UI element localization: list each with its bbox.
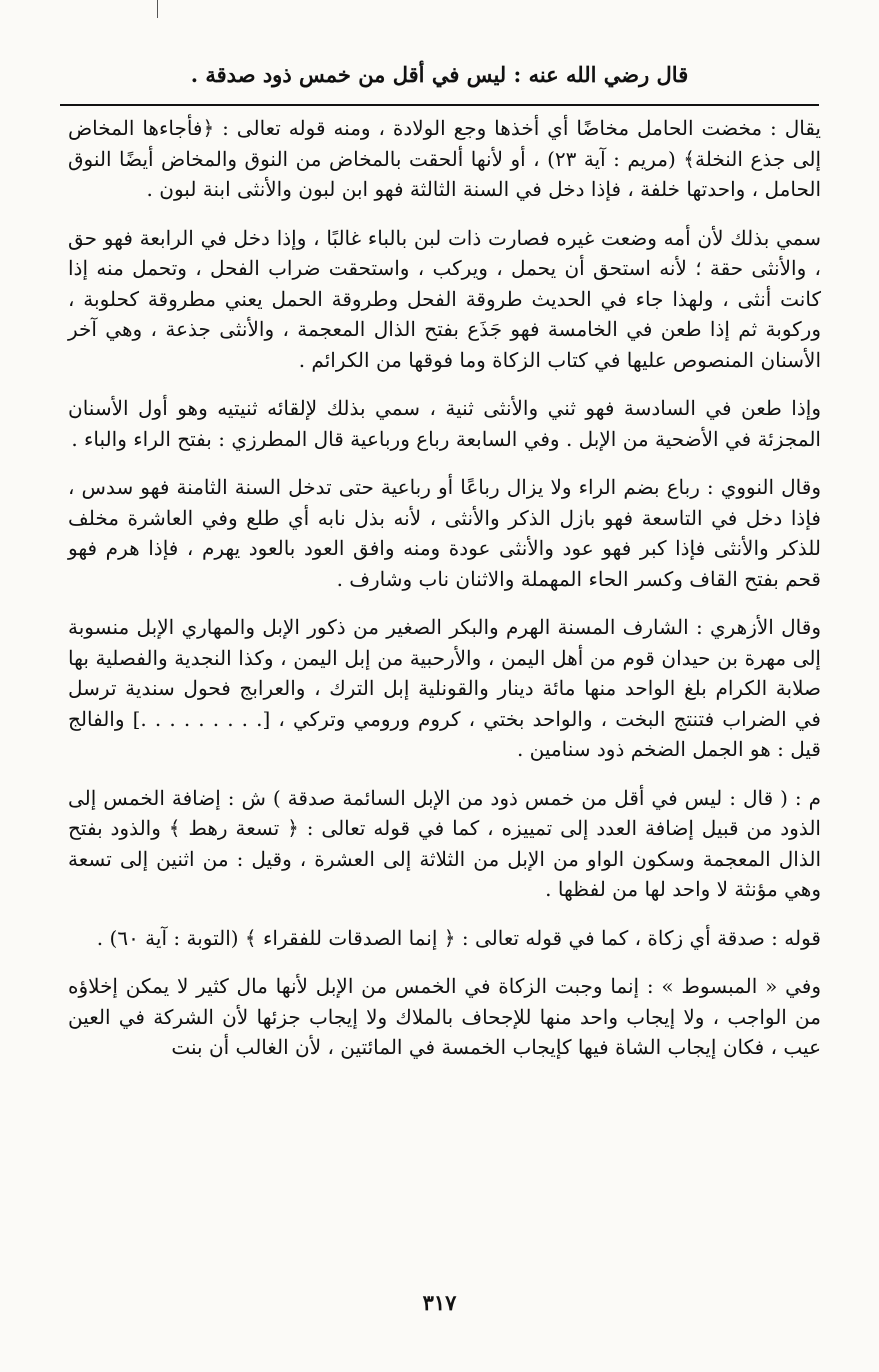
paragraph: يقال : مخضت الحامل مخاضًا أي أخذها وجع الولادة ، ومنه قوله تعالى : ﴿فأجاءها المخاض إلى جذع النخلة﴾ (مريم : آية ٢٣) ، أو لأنها ألحقت بالمخاض من النوق والمخاض أيضًا النوق الحامل ، واحدتها خلفة ، فإذا دخل في السنة الثالثة فهو ابن لبون والأنثى ابنة لبون .: [68, 116, 821, 201]
paragraph: قوله : صدقة أي زكاة ، كما في قوله تعالى : ﴿ إنما الصدقات للفقراء ﴾ (التوبة : آية ٦٠) .: [96, 925, 821, 950]
header-divider: [60, 104, 819, 106]
paragraph: وإذا طعن في السادسة فهو ثني والأنثى ثنية ، سمي بذلك لإلقائه ثنيتيه وهو أول الأسنان المجزئة في الأضحية من الإبل . وفي السابعة رباع ورباعية قال المطرزي : بفتح الراء والباء .: [68, 396, 821, 451]
page-body: [68, 113, 821, 1081]
paragraph: م : ( قال : ليس في أقل من خمس ذود من الإبل السائمة صدقة ) ش : إضافة الخمس إلى الذود من قبيل إضافة العدد إلى تمييزه ، كما في قوله تعالى : ﴿ تسعة رهط ﴾ والذود بفتح الذال المعجمة وسكون الواو من الإبل من الثلاثة إلى العشرة ، وقيل : من اثنين إلى تسعة وهي مؤنثة لا واحد لها من لفظها .: [68, 785, 821, 901]
page-number: ٣١٧: [422, 1290, 457, 1315]
paragraph: وقال الأزهري : الشارف المسنة الهرم والبكر الصغير من ذكور الإبل والمهاري الإبل منسوبة إلى مهرة بن حيدان قوم من أهل اليمن ، والأرحبية من إبل اليمن ، وكذا النجدية والفصلية بها صلابة الكرام بلغ الواحد منها مائة دينار والقونلية إبل الترك ، والعرابج فحول سندية ترسل في الضراب فتنتج البخت ، والواحد بختي ، كروم ورومي وتركي ، [. . . . . . . . .] والفالج قيل : هو الجمل الضخم ذود سنامين .: [68, 615, 821, 761]
paragraph: سمي بذلك لأن أمه وضعت غيره فصارت ذات لبن بالباء غالبًا ، وإذا دخل في الرابعة فهو حق ، والأنثى حقة ؛ لأنه استحق أن يحمل ، ويركب ، واستحقت ضراب الفحل ، وتحمل منه إذا كانت أنثى ، ولهذا جاء في الحديث طروقة الفحل وطروقة الحمل يعني مطروقة كحلوبة ، وركوبة ثم إذا طعن في الخامسة فهو جَذَع بفتح الذال المعجمة ، والأنثى جذعة ، وهي آخر الأسنان المنصوص عليها في كتاب الزكاة وما فوقها من الكرائم .: [68, 225, 822, 372]
scan-artifact: [157, 0, 158, 18]
paragraph: وفي « المبسوط » : إنما وجبت الزكاة في الخمس من الإبل لأنها مال كثير لا يمكن إخلاؤه من الواجب ، ولا إيجاب واحد منها للإجحاف بالملاك ولا إيجاب جزئها لأن الشركة في العين عيب ، فكان إيجاب الشاة فيها كإيجاب الخمسة في المائتين ، لأن الغالب أن بنت: [68, 974, 821, 1059]
paragraph: وقال النووي : رباع بضم الراء ولا يزال رباعًا أو رباعية حتى تدخل السنة الثامنة فهو سدس ، فإذا دخل في التاسعة فهو بازل الذكر والأنثى ، لأنه بذل نابه أي طلع وفي العاشرة مخلف للذكر والأنثى فإذا كبر فهو عود والأنثى عودة ومنه وافق العود بالعود يهرم ، فإذا هرم فهو قحم بفتح القاف وكسر الحاء المهملة والاثنان ناب وشارف .: [68, 475, 821, 591]
running-header: قال رضي الله عنه : ليس في أقل من خمس ذود صدقة .: [190, 62, 689, 87]
